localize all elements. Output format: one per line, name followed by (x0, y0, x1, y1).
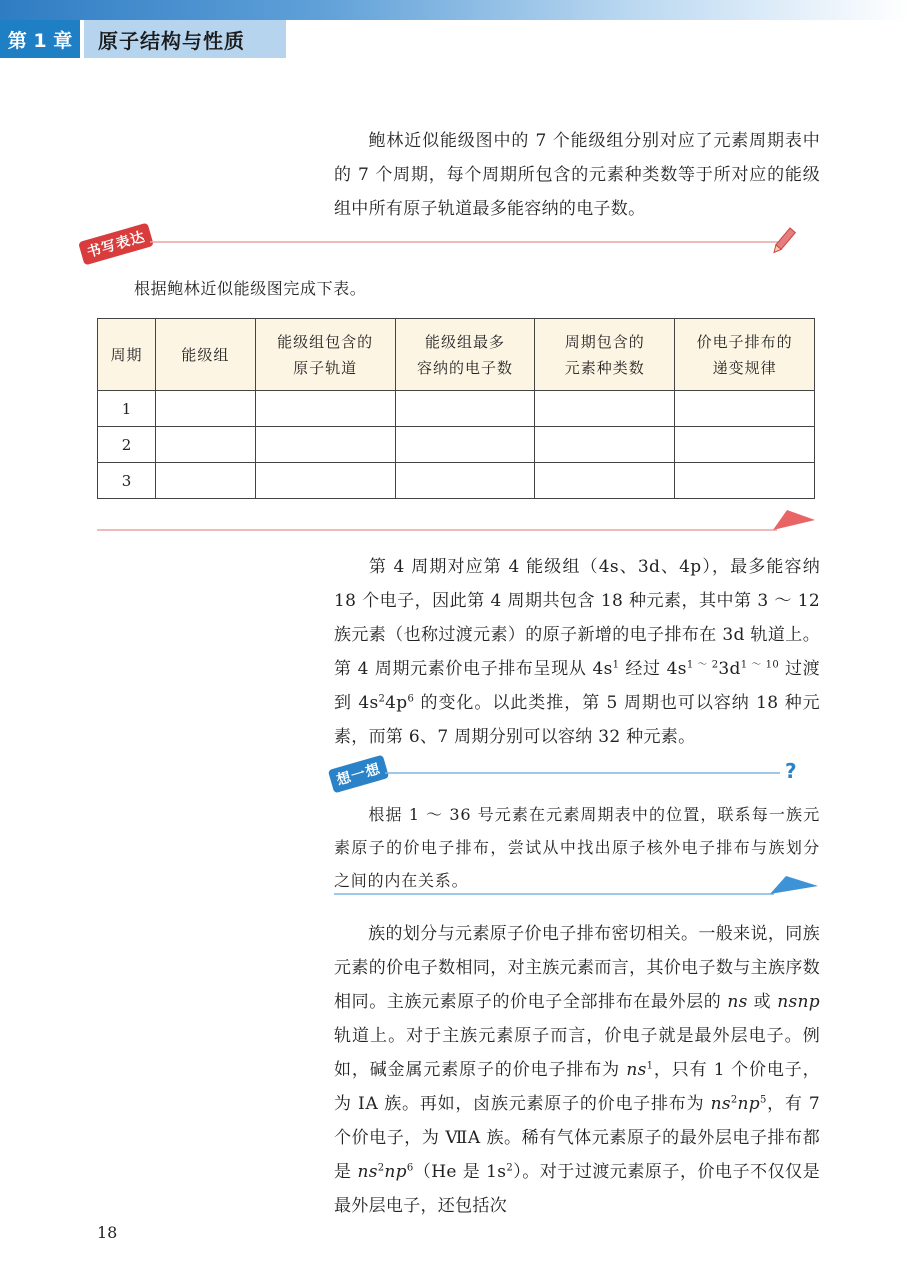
header-valence-trend: 价电子排布的 递变规律 (675, 319, 815, 391)
table-cell[interactable] (155, 391, 255, 427)
question-mark-icon: ? (785, 759, 797, 783)
table-cell[interactable] (395, 463, 535, 499)
table-cell[interactable] (395, 427, 535, 463)
table-cell-period: 1 (98, 391, 156, 427)
think-question-text: 根据 1 ～ 36 号元素在元素周期表中的位置，联系每一族元素原子的价电子排布，尝试从中找出原子核外电子排布与族划分之间的内在关系。 (334, 805, 820, 890)
table-row (98, 427, 815, 463)
think-end-divider (334, 872, 820, 902)
think-banner-line (385, 756, 820, 786)
table-cell[interactable] (255, 463, 395, 499)
energy-level-table (97, 318, 815, 499)
paragraph-groups: 族的划分与元素原子价电子排布密切相关。一般来说，同族元素的价电子数相同，对主族元素而言，其价电子数与主族序数相同。主族元素原子的价电子全部排布在最外层的 ns 或 nsnp 轨道上。对于主族元素原子而言，价电子就是最外层电子。例如，碱金属元素原子的价电子排布为 $ns^1$，只有 1 个价电子，为 ⅠA 族。再如，卤族元素原子的价电子排布为 $ns^2np^5$，有 7 个价电子，为 ⅦA 族。稀有气体元素原子的最外层电子排布都是 $ns^2np^6(He$ 是 $1s^2$）。对于过渡元素原子，价电子不仅仅是最外层电子，还包括次 (334, 924, 821, 1216)
table-cell[interactable] (255, 391, 395, 427)
red-arrow-icon (773, 510, 815, 530)
header-max-electrons: 能级组最多 容纳的电子数 (395, 319, 535, 391)
table-cell[interactable] (535, 391, 675, 427)
table-header-row (98, 319, 815, 391)
writing-badge: 书写表达 (78, 223, 154, 266)
paragraph-intro-text: 鲍林近似能级图中的 7 个能级组分别对应了元素周期表中的 7 个周期，每个周期所包含的元素种类数等于所对应的能级组中所有原子轨道最多能容纳的电子数。 (334, 131, 820, 219)
table-cell[interactable] (155, 463, 255, 499)
writing-banner-line (150, 222, 820, 258)
table-row (98, 463, 815, 499)
header-period: 周期 (98, 319, 156, 391)
table-cell[interactable] (155, 427, 255, 463)
paragraph-period4: 第 4 周期对应第 4 能级组（4s、3d、4p），最多能容纳 18 个电子，因此第 4 周期共包含 18 种元素，其中第 3 ～ 12 族元素（也称过渡元素）的原子新增的电子排布在 3d 轨道上。第 4 周期元素价电子排布呈现从 $4s^1$ 经过 $4s^{1 \sim 2}3d^{1 \sim 10}$ 过渡到 $4s^24p^6$ 的变化。以此类推，第 5 周期也可以容纳 18 种元素，而第 6、7 周期分别可以容纳 32 种元素。 (334, 557, 820, 747)
header-orbitals: 能级组包含的 原子轨道 (255, 319, 395, 391)
table-instruction: 根据鲍林近似能级图完成下表。 (134, 279, 367, 298)
table-cell-period: 2 (98, 427, 156, 463)
table-cell[interactable] (535, 463, 675, 499)
table-cell[interactable] (535, 427, 675, 463)
table-cell[interactable] (675, 463, 815, 499)
table-cell[interactable] (395, 391, 535, 427)
blue-arrow-icon (770, 876, 818, 894)
think-badge: 想一想 (328, 755, 389, 794)
table-cell[interactable] (255, 427, 395, 463)
table-cell[interactable] (675, 427, 815, 463)
chapter-title: 原子结构与性质 (84, 20, 286, 58)
chapter-label: 第 1 章 (0, 20, 80, 58)
header-element-count: 周期包含的 元素种类数 (535, 319, 675, 391)
paragraph-intro (334, 124, 820, 226)
table-cell[interactable] (675, 391, 815, 427)
header-gradient-bar (0, 0, 910, 20)
table-row (98, 391, 815, 427)
writing-end-divider (97, 506, 817, 536)
header-energy-group: 能级组 (155, 319, 255, 391)
table-cell-period: 3 (98, 463, 156, 499)
page-number: 18 (97, 1223, 118, 1242)
